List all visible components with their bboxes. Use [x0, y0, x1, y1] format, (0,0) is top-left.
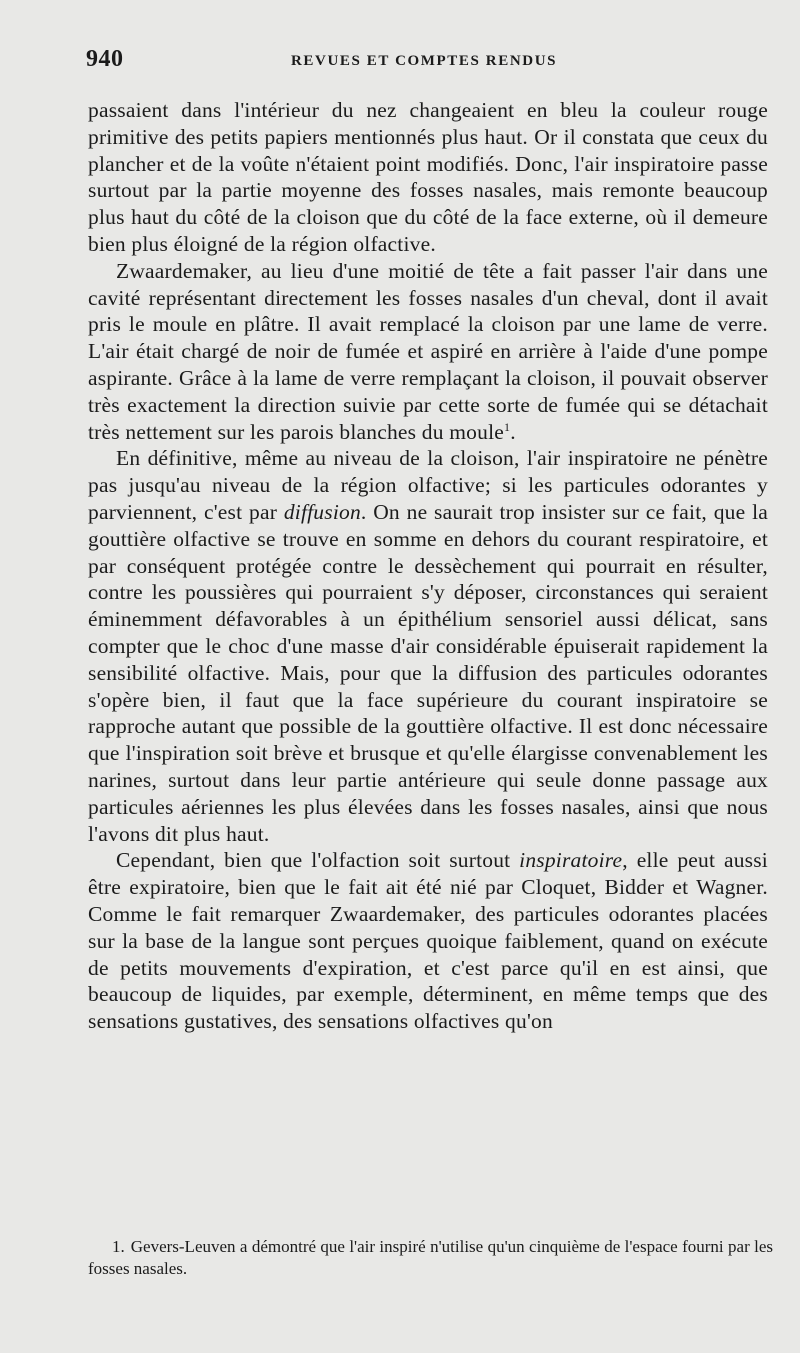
- paragraph-4-start: Cependant, bien que l'olfaction soit surtout: [116, 848, 520, 873]
- footnote-marker: 1.: [112, 1237, 125, 1256]
- page-header: [86, 46, 776, 76]
- emphasis-inspiratoire: inspiratoire: [519, 848, 623, 873]
- paragraph-3: [88, 445, 768, 847]
- paragraph-1-text: passaient dans l'intérieur du nez changeaient en bleu la couleur rouge primitive des petits papiers mentionnés plus haut. Or il constata que ceux du plancher et de la voûte n'étaient point modifiés. Donc, l'air inspiratoire passe surtout par la partie moyenne des fosses nasales, mais remonte beaucoup plus haut du côté de la cloison que du côté de la face externe, où il demeure bien plus éloigné de la région olfactive.: [88, 98, 768, 256]
- emphasis-diffusion: diffusion: [283, 499, 361, 524]
- footnote: [88, 1236, 773, 1280]
- paragraph-3-start: En définitive, même au niveau de la cloison, l'air inspiratoire ne pénètre pas jusqu'au niveau de la région olfactive; si les particules odorantes y parviennent, c'est par: [88, 446, 768, 524]
- paragraph-4-rest: , elle peut aussi être expiratoire, bien que le fait ait été nié par Cloquet, Bidder et Wagner. Comme le fait remarquer Zwaardemaker, des particules odorantes placées sur la base de la langue sont perçues quoique faiblement, quand on exécute de petits mouvements d'expiration, et c'est parce qu'il en est ainsi, que beaucoup de liquides, par exemple, déterminent, en même temps que des sensations gustatives, des sensations olfactives qu'on: [88, 848, 768, 1034]
- footnote-text: Gevers-Leuven a démontré que l'air inspiré n'utilise qu'un cinquième de l'espace fourni par les fosses nasales.: [88, 1237, 773, 1278]
- footnote-reference[interactable]: 1: [504, 419, 511, 434]
- paragraph-1: [88, 97, 768, 258]
- paragraph-3-rest: . On ne saurait trop insister sur ce fait, que la gouttière olfactive se trouve en somme en dehors du courant respiratoire, et par conséquent protégée contre le dessèchement qui pourrait en résulter, contre les poussières qui pourraient s'y déposer, circonstances qui seraient éminemment défavorables à un épithélium sensoriel aussi délicat, sans compter que le choc d'une masse d'air considérable épuiserait rapidement la sensibilité olfactive. Mais, pour que la diffusion des particules odorantes s'opère bien, il faut que la face supérieure du courant inspiratoire se rapproche autant que possible de la gouttière olfactive. Il est donc nécessaire que l'inspiration soit brève et brusque et qu'elle élargisse convenablement les narines, surtout dans leur partie antérieure qui seule donne passage aux particules aériennes les plus élevées dans les fosses nasales, ainsi que nous l'avons dit plus haut.: [88, 499, 768, 846]
- paragraph-2-text: Zwaardemaker, au lieu d'une moitié de tête a fait passer l'air dans une cavité représentant directement les fosses nasales d'un cheval, dont il avait pris le moule en plâtre. Il avait remplacé la cloison par une lame de verre. L'air était chargé de noir de fumée et aspiré en arrière à l'aide d'une pompe aspirante. Grâce à la lame de verre remplaçant la cloison, il pouvait observer très exactement la direction suivie par cette sorte de fumée qui se détachait très nettement sur les parois blanches du moule: [88, 258, 768, 444]
- paragraph-4: [88, 847, 768, 1035]
- paragraph-2: [88, 258, 768, 446]
- body-text: [88, 97, 768, 1035]
- page-number: 940: [86, 46, 124, 72]
- running-head: REVUES ET COMPTES RENDUS: [291, 53, 558, 69]
- paragraph-2-end: .: [510, 419, 516, 444]
